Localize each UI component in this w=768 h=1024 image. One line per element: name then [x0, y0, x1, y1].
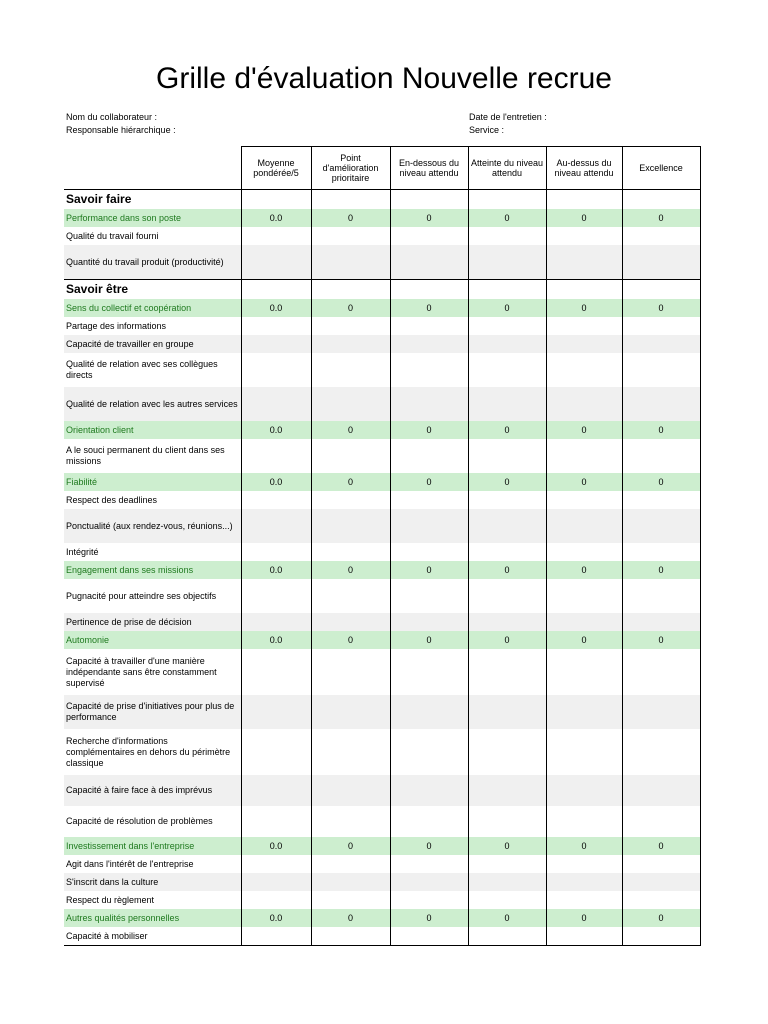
- score-cell: [622, 873, 700, 891]
- score-cell: [546, 649, 622, 695]
- score-cell: [546, 891, 622, 909]
- category-label: Autres qualités personnelles: [64, 909, 241, 927]
- level-count: 0: [468, 421, 546, 439]
- score-cell: [468, 855, 546, 873]
- level-count: 0: [390, 299, 468, 317]
- average-score: 0.0: [241, 837, 311, 855]
- score-cell: [622, 439, 700, 473]
- category-label: Sens du collectif et coopération: [64, 299, 241, 317]
- score-cell: [468, 387, 546, 421]
- criterion-row: [64, 729, 700, 775]
- score-cell: [546, 335, 622, 353]
- level-count: 0: [311, 909, 390, 927]
- score-cell: [241, 579, 311, 613]
- score-cell: [546, 387, 622, 421]
- score-cell: [311, 280, 390, 300]
- score-cell: [468, 509, 546, 543]
- criterion-label: Recherche d'informations complémentaires en dehors du périmètre classique: [66, 735, 231, 768]
- level-count: 0: [311, 299, 390, 317]
- criterion-row: [64, 806, 700, 837]
- score-cell: [622, 353, 700, 387]
- score-cell: [390, 245, 468, 280]
- section-title: Savoir être: [64, 280, 241, 300]
- score-cell: [546, 927, 622, 946]
- score-cell: [241, 491, 311, 509]
- score-cell: [311, 613, 390, 631]
- score-cell: [622, 729, 700, 775]
- level-count: 0: [468, 837, 546, 855]
- level-count: 0: [622, 909, 700, 927]
- score-cell: [390, 317, 468, 335]
- category-row: [64, 909, 700, 927]
- score-cell: [468, 695, 546, 729]
- score-cell: [390, 280, 468, 300]
- category-row: [64, 209, 700, 227]
- criterion-row: [64, 439, 700, 473]
- criterion-row: [64, 613, 700, 631]
- score-cell: [622, 317, 700, 335]
- meta-left: [66, 111, 176, 137]
- score-cell: [390, 335, 468, 353]
- score-cell: [468, 491, 546, 509]
- criterion-row: [64, 543, 700, 561]
- score-cell: [311, 190, 390, 210]
- level-count: 0: [311, 631, 390, 649]
- level-count: 0: [390, 631, 468, 649]
- score-cell: [546, 613, 622, 631]
- score-cell: [622, 579, 700, 613]
- level-count: 0: [546, 473, 622, 491]
- score-cell: [390, 775, 468, 806]
- score-cell: [311, 649, 390, 695]
- score-cell: [622, 227, 700, 245]
- header-blank: [64, 147, 241, 190]
- level-count: 0: [311, 209, 390, 227]
- score-cell: [241, 353, 311, 387]
- level-count: 0: [546, 209, 622, 227]
- score-cell: [241, 695, 311, 729]
- criterion-label: Agit dans l'intérêt de l'entreprise: [66, 858, 194, 869]
- criterion-label: Respect du règlement: [66, 894, 155, 905]
- criterion-label: Pugnacité pour atteindre ses objectifs: [66, 590, 217, 601]
- level-count: 0: [311, 421, 390, 439]
- score-cell: [241, 335, 311, 353]
- criterion-label: Quantité du travail produit (productivité): [64, 245, 241, 280]
- score-cell: [546, 353, 622, 387]
- average-score: 0.0: [241, 631, 311, 649]
- score-cell: [468, 439, 546, 473]
- score-cell: [390, 729, 468, 775]
- level-count: 0: [622, 421, 700, 439]
- score-cell: [468, 613, 546, 631]
- criterion-label: Respect des deadlines: [66, 494, 158, 505]
- score-cell: [546, 873, 622, 891]
- criterion-row: [64, 855, 700, 873]
- score-cell: [546, 227, 622, 245]
- criterion-row: [64, 649, 700, 695]
- interview-date-label: Date de l'entretien :: [469, 112, 547, 122]
- score-cell: [390, 695, 468, 729]
- level-count: 0: [546, 837, 622, 855]
- criterion-row: [64, 245, 700, 280]
- score-cell: [241, 873, 311, 891]
- level-count: 0: [468, 299, 546, 317]
- score-cell: [241, 806, 311, 837]
- level-count: 0: [546, 909, 622, 927]
- score-cell: [311, 775, 390, 806]
- criterion-label: Capacité à faire face à des imprévus: [64, 775, 241, 806]
- category-row: [64, 473, 700, 491]
- score-cell: [468, 891, 546, 909]
- category-row: [64, 837, 700, 855]
- score-cell: [390, 439, 468, 473]
- score-cell: [622, 775, 700, 806]
- level-count: 0: [468, 209, 546, 227]
- score-cell: [241, 649, 311, 695]
- score-cell: [622, 806, 700, 837]
- criterion-row: [64, 491, 700, 509]
- score-cell: [468, 543, 546, 561]
- score-cell: [468, 927, 546, 946]
- score-cell: [390, 543, 468, 561]
- criterion-row: [64, 579, 700, 613]
- manager-label: Responsable hiérarchique :: [66, 125, 176, 135]
- score-cell: [468, 579, 546, 613]
- average-score: 0.0: [241, 299, 311, 317]
- criterion-label: Capacité de prise d'initiatives pour plus de performance: [64, 695, 241, 729]
- meta-right: [469, 111, 547, 137]
- criterion-label: Capacité de résolution de problèmes: [66, 816, 213, 826]
- score-cell: [622, 491, 700, 509]
- level-count: 0: [546, 299, 622, 317]
- score-cell: [311, 806, 390, 837]
- score-cell: [622, 387, 700, 421]
- score-cell: [311, 353, 390, 387]
- score-cell: [311, 855, 390, 873]
- header-atteinte: Atteinte du niveau attendu: [468, 147, 546, 190]
- score-cell: [241, 775, 311, 806]
- score-cell: [622, 245, 700, 280]
- category-label: Engagement dans ses missions: [64, 561, 241, 579]
- score-cell: [468, 353, 546, 387]
- score-cell: [241, 543, 311, 561]
- criterion-label: Capacité à travailler d'une manière indépendante sans être constamment supervisé: [66, 655, 217, 688]
- level-count: 0: [546, 421, 622, 439]
- header-en-dessous: En-dessous du niveau attendu: [390, 147, 468, 190]
- score-cell: [311, 891, 390, 909]
- score-cell: [468, 873, 546, 891]
- score-cell: [390, 227, 468, 245]
- score-cell: [468, 190, 546, 210]
- header-au-dessus: Au-dessus du niveau attendu: [546, 147, 622, 190]
- score-cell: [241, 509, 311, 543]
- score-cell: [546, 855, 622, 873]
- category-row: [64, 561, 700, 579]
- score-cell: [468, 729, 546, 775]
- level-count: 0: [468, 631, 546, 649]
- average-score: 0.0: [241, 473, 311, 491]
- score-cell: [311, 227, 390, 245]
- score-cell: [311, 491, 390, 509]
- score-cell: [390, 353, 468, 387]
- level-count: 0: [311, 837, 390, 855]
- score-cell: [546, 775, 622, 806]
- criterion-label: Qualité de relation avec ses collègues directs: [66, 359, 218, 380]
- score-cell: [241, 387, 311, 421]
- score-cell: [390, 873, 468, 891]
- score-cell: [241, 245, 311, 280]
- score-cell: [241, 613, 311, 631]
- score-cell: [311, 245, 390, 280]
- criterion-row: [64, 353, 700, 387]
- score-cell: [311, 729, 390, 775]
- level-count: 0: [311, 561, 390, 579]
- score-cell: [546, 491, 622, 509]
- service-label: Service :: [469, 125, 505, 135]
- score-cell: [622, 280, 700, 300]
- score-cell: [468, 227, 546, 245]
- criterion-label: S'inscrit dans la culture: [64, 873, 241, 891]
- score-cell: [390, 491, 468, 509]
- score-cell: [468, 649, 546, 695]
- level-count: 0: [390, 473, 468, 491]
- score-cell: [241, 729, 311, 775]
- score-cell: [622, 509, 700, 543]
- score-cell: [622, 335, 700, 353]
- criterion-row: [64, 695, 700, 729]
- criterion-label: Pertinence de prise de décision: [64, 613, 241, 631]
- score-cell: [390, 579, 468, 613]
- score-cell: [390, 190, 468, 210]
- score-cell: [241, 190, 311, 210]
- score-cell: [390, 613, 468, 631]
- score-cell: [546, 439, 622, 473]
- criterion-row: [64, 927, 700, 946]
- criterion-label: Intégrité: [66, 546, 99, 557]
- score-cell: [546, 317, 622, 335]
- score-cell: [622, 927, 700, 946]
- score-cell: [468, 280, 546, 300]
- average-score: 0.0: [241, 909, 311, 927]
- score-cell: [311, 873, 390, 891]
- level-count: 0: [622, 837, 700, 855]
- score-cell: [468, 335, 546, 353]
- score-cell: [311, 695, 390, 729]
- level-count: 0: [390, 837, 468, 855]
- criterion-row: [64, 317, 700, 335]
- score-cell: [546, 190, 622, 210]
- score-cell: [241, 227, 311, 245]
- level-count: 0: [468, 561, 546, 579]
- score-cell: [241, 855, 311, 873]
- score-cell: [311, 387, 390, 421]
- score-cell: [546, 280, 622, 300]
- score-cell: [546, 579, 622, 613]
- score-cell: [546, 806, 622, 837]
- category-row: [64, 631, 700, 649]
- level-count: 0: [622, 209, 700, 227]
- level-count: 0: [622, 631, 700, 649]
- level-count: 0: [622, 561, 700, 579]
- score-cell: [546, 695, 622, 729]
- level-count: 0: [546, 561, 622, 579]
- category-label: Performance dans son poste: [64, 209, 241, 227]
- score-cell: [311, 317, 390, 335]
- score-cell: [390, 649, 468, 695]
- score-cell: [546, 245, 622, 280]
- score-cell: [311, 439, 390, 473]
- header-excellence: Excellence: [622, 147, 700, 190]
- criterion-label: Partage des informations: [66, 320, 167, 331]
- score-cell: [390, 855, 468, 873]
- score-cell: [241, 317, 311, 335]
- level-count: 0: [468, 473, 546, 491]
- category-label: Investissement dans l'entreprise: [64, 837, 241, 855]
- grid-body: [64, 190, 700, 946]
- criterion-label: A le souci permanent du client dans ses missions: [66, 445, 225, 466]
- category-label: Fiabilité: [64, 473, 241, 491]
- score-cell: [622, 190, 700, 210]
- score-cell: [390, 387, 468, 421]
- score-cell: [546, 543, 622, 561]
- score-cell: [622, 891, 700, 909]
- header-row: [64, 147, 700, 190]
- score-cell: [311, 927, 390, 946]
- score-cell: [390, 806, 468, 837]
- score-cell: [241, 439, 311, 473]
- level-count: 0: [622, 473, 700, 491]
- level-count: 0: [390, 909, 468, 927]
- score-cell: [390, 509, 468, 543]
- score-cell: [622, 855, 700, 873]
- score-cell: [241, 891, 311, 909]
- section-title: Savoir faire: [64, 190, 241, 210]
- page-title: Grille d'évaluation Nouvelle recrue: [156, 62, 612, 95]
- level-count: 0: [311, 473, 390, 491]
- level-count: 0: [622, 299, 700, 317]
- average-score: 0.0: [241, 421, 311, 439]
- criterion-row: [64, 227, 700, 245]
- score-cell: [390, 891, 468, 909]
- evaluation-grid: [64, 146, 701, 946]
- category-label: Orientation client: [64, 421, 241, 439]
- level-count: 0: [546, 631, 622, 649]
- criterion-row: [64, 387, 700, 421]
- score-cell: [468, 775, 546, 806]
- criterion-label: Qualité du travail fourni: [66, 230, 159, 241]
- score-cell: [622, 613, 700, 631]
- level-count: 0: [390, 561, 468, 579]
- score-cell: [468, 245, 546, 280]
- score-cell: [622, 649, 700, 695]
- score-cell: [311, 579, 390, 613]
- score-cell: [468, 806, 546, 837]
- category-label: Automonie: [64, 631, 241, 649]
- criterion-label: Capacité à mobiliser: [64, 927, 241, 946]
- score-cell: [311, 543, 390, 561]
- header-amelioration: Point d'amélioration prioritaire: [311, 147, 390, 190]
- criterion-row: [64, 509, 700, 543]
- section-row: [64, 190, 700, 210]
- header-moyenne: Moyenne pondérée/5: [241, 147, 311, 190]
- criterion-row: [64, 873, 700, 891]
- average-score: 0.0: [241, 561, 311, 579]
- category-row: [64, 421, 700, 439]
- level-count: 0: [468, 909, 546, 927]
- score-cell: [546, 509, 622, 543]
- level-count: 0: [390, 209, 468, 227]
- score-cell: [622, 695, 700, 729]
- criterion-row: [64, 891, 700, 909]
- score-cell: [311, 509, 390, 543]
- collaborator-name-label: Nom du collaborateur :: [66, 112, 158, 122]
- score-cell: [390, 927, 468, 946]
- score-cell: [468, 317, 546, 335]
- criterion-label: Capacité de travailler en groupe: [64, 335, 241, 353]
- section-row: [64, 280, 700, 300]
- score-cell: [311, 335, 390, 353]
- score-cell: [546, 729, 622, 775]
- criterion-row: [64, 335, 700, 353]
- score-cell: [622, 543, 700, 561]
- average-score: 0.0: [241, 209, 311, 227]
- score-cell: [241, 280, 311, 300]
- level-count: 0: [390, 421, 468, 439]
- score-cell: [241, 927, 311, 946]
- criterion-label: Qualité de relation avec les autres services: [64, 387, 241, 421]
- criterion-row: [64, 775, 700, 806]
- criterion-label: Ponctualité (aux rendez-vous, réunions...): [64, 509, 241, 543]
- category-row: [64, 299, 700, 317]
